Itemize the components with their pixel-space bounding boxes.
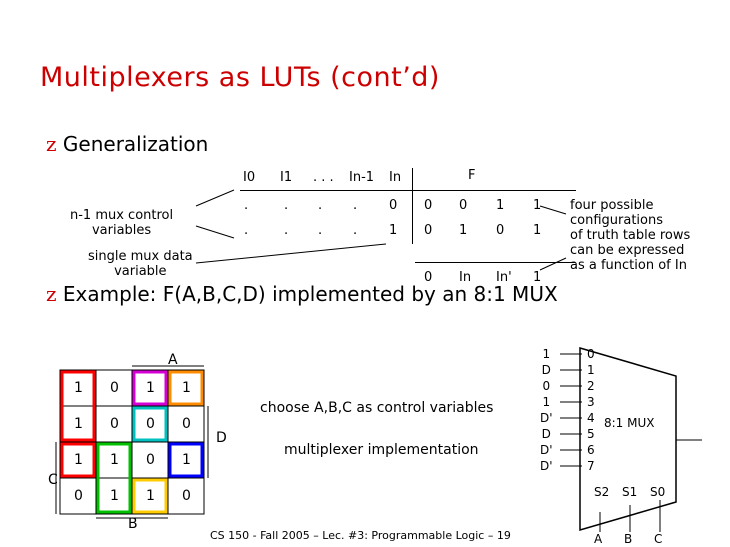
tt-header-f: F — [468, 168, 476, 183]
tt-header-in: In — [389, 170, 402, 185]
kmap-label-d: D — [216, 430, 227, 446]
tt-cell: . — [353, 223, 358, 238]
tt-cell: 0 — [389, 198, 398, 213]
kmap-label-a: A — [168, 352, 178, 368]
mux-var-a: A — [594, 532, 603, 546]
kmap-cell: 0 — [182, 488, 191, 504]
tt-cell: 1 — [459, 223, 468, 238]
tt-cell: 1 — [533, 270, 542, 285]
kmap-label-c: C — [48, 472, 58, 488]
kmap-cell: 0 — [146, 452, 155, 468]
kmap-cell: 1 — [110, 488, 119, 504]
mux-var-c: C — [654, 532, 663, 546]
mux-select-s1: S1 — [622, 485, 638, 499]
bullet-icon: z — [46, 132, 57, 156]
generalization-text: Generalization — [62, 132, 209, 156]
kmap-cell: 0 — [146, 416, 155, 432]
configurations-note: four possible configurations of truth table rows can be expressed as a function of In — [570, 198, 691, 273]
tt-cell: In — [459, 270, 472, 285]
tt-header-i1: I1 — [280, 170, 293, 185]
mux-select-s2: S2 — [594, 485, 610, 499]
tt-header-in-1: In-1 — [349, 170, 375, 185]
mux-var-b: B — [624, 532, 633, 546]
kmap-cell: 0 — [110, 380, 119, 396]
tt-cell: 1 — [533, 198, 542, 213]
tt-cell: 0 — [424, 198, 433, 213]
kmap-cell: 1 — [110, 452, 119, 468]
kmap-cell: 1 — [182, 452, 191, 468]
tt-header-i0: I0 — [243, 170, 256, 185]
tt-cell: 1 — [389, 223, 398, 238]
tt-cell: . — [284, 198, 289, 213]
slide-title: Multiplexers as LUTs (cont’d) — [40, 62, 440, 93]
kmap-cell: 0 — [110, 416, 119, 432]
mux-name: 8:1 MUX — [604, 416, 655, 430]
data-note: single mux data variable — [88, 249, 193, 279]
kmap-cell: 1 — [146, 380, 155, 396]
kmap-cell: 1 — [74, 416, 83, 432]
mux-inputs: 1 D 0 1 D' D D' D' — [540, 347, 553, 473]
tt-cell: In' — [496, 270, 512, 285]
tt-cell: . — [244, 223, 249, 238]
tt-cell: . — [244, 198, 249, 213]
tt-cell: 0 — [424, 270, 433, 285]
choose-control-text: choose A,B,C as control variables — [260, 400, 494, 416]
tt-cell: . — [353, 198, 358, 213]
tt-cell: . — [318, 223, 323, 238]
mux-port-numbers: 0 1 2 3 4 5 6 7 — [587, 347, 595, 473]
kmap-cell: 0 — [182, 416, 191, 432]
footer: CS 150 - Fall 2005 – Lec. #3: Programmable Logic – 19 — [210, 529, 511, 542]
tt-cell: 0 — [496, 223, 505, 238]
kmap-cell: 1 — [74, 380, 83, 396]
tt-cell: 1 — [533, 223, 542, 238]
bullet-icon: z — [46, 282, 57, 306]
kmap-cell: 1 — [182, 380, 191, 396]
control-note: n-1 mux control variables — [70, 208, 174, 238]
tt-cell: . — [318, 198, 323, 213]
kmap-cell: 1 — [74, 452, 83, 468]
mux-implementation-text: multiplexer implementation — [284, 442, 479, 458]
tt-cell: 0 — [459, 198, 468, 213]
tt-cell: 1 — [496, 198, 505, 213]
tt-header-dots: . . . — [313, 170, 334, 185]
tt-cell: 0 — [424, 223, 433, 238]
kmap-cell: 1 — [146, 488, 155, 504]
example-text: Example: F(A,B,C,D) implemented by an 8:1 MUX — [62, 282, 558, 306]
tt-cell: . — [284, 223, 289, 238]
mux-select-s0: S0 — [650, 485, 666, 499]
kmap-label-b: B — [128, 516, 138, 532]
kmap-cell: 0 — [74, 488, 83, 504]
